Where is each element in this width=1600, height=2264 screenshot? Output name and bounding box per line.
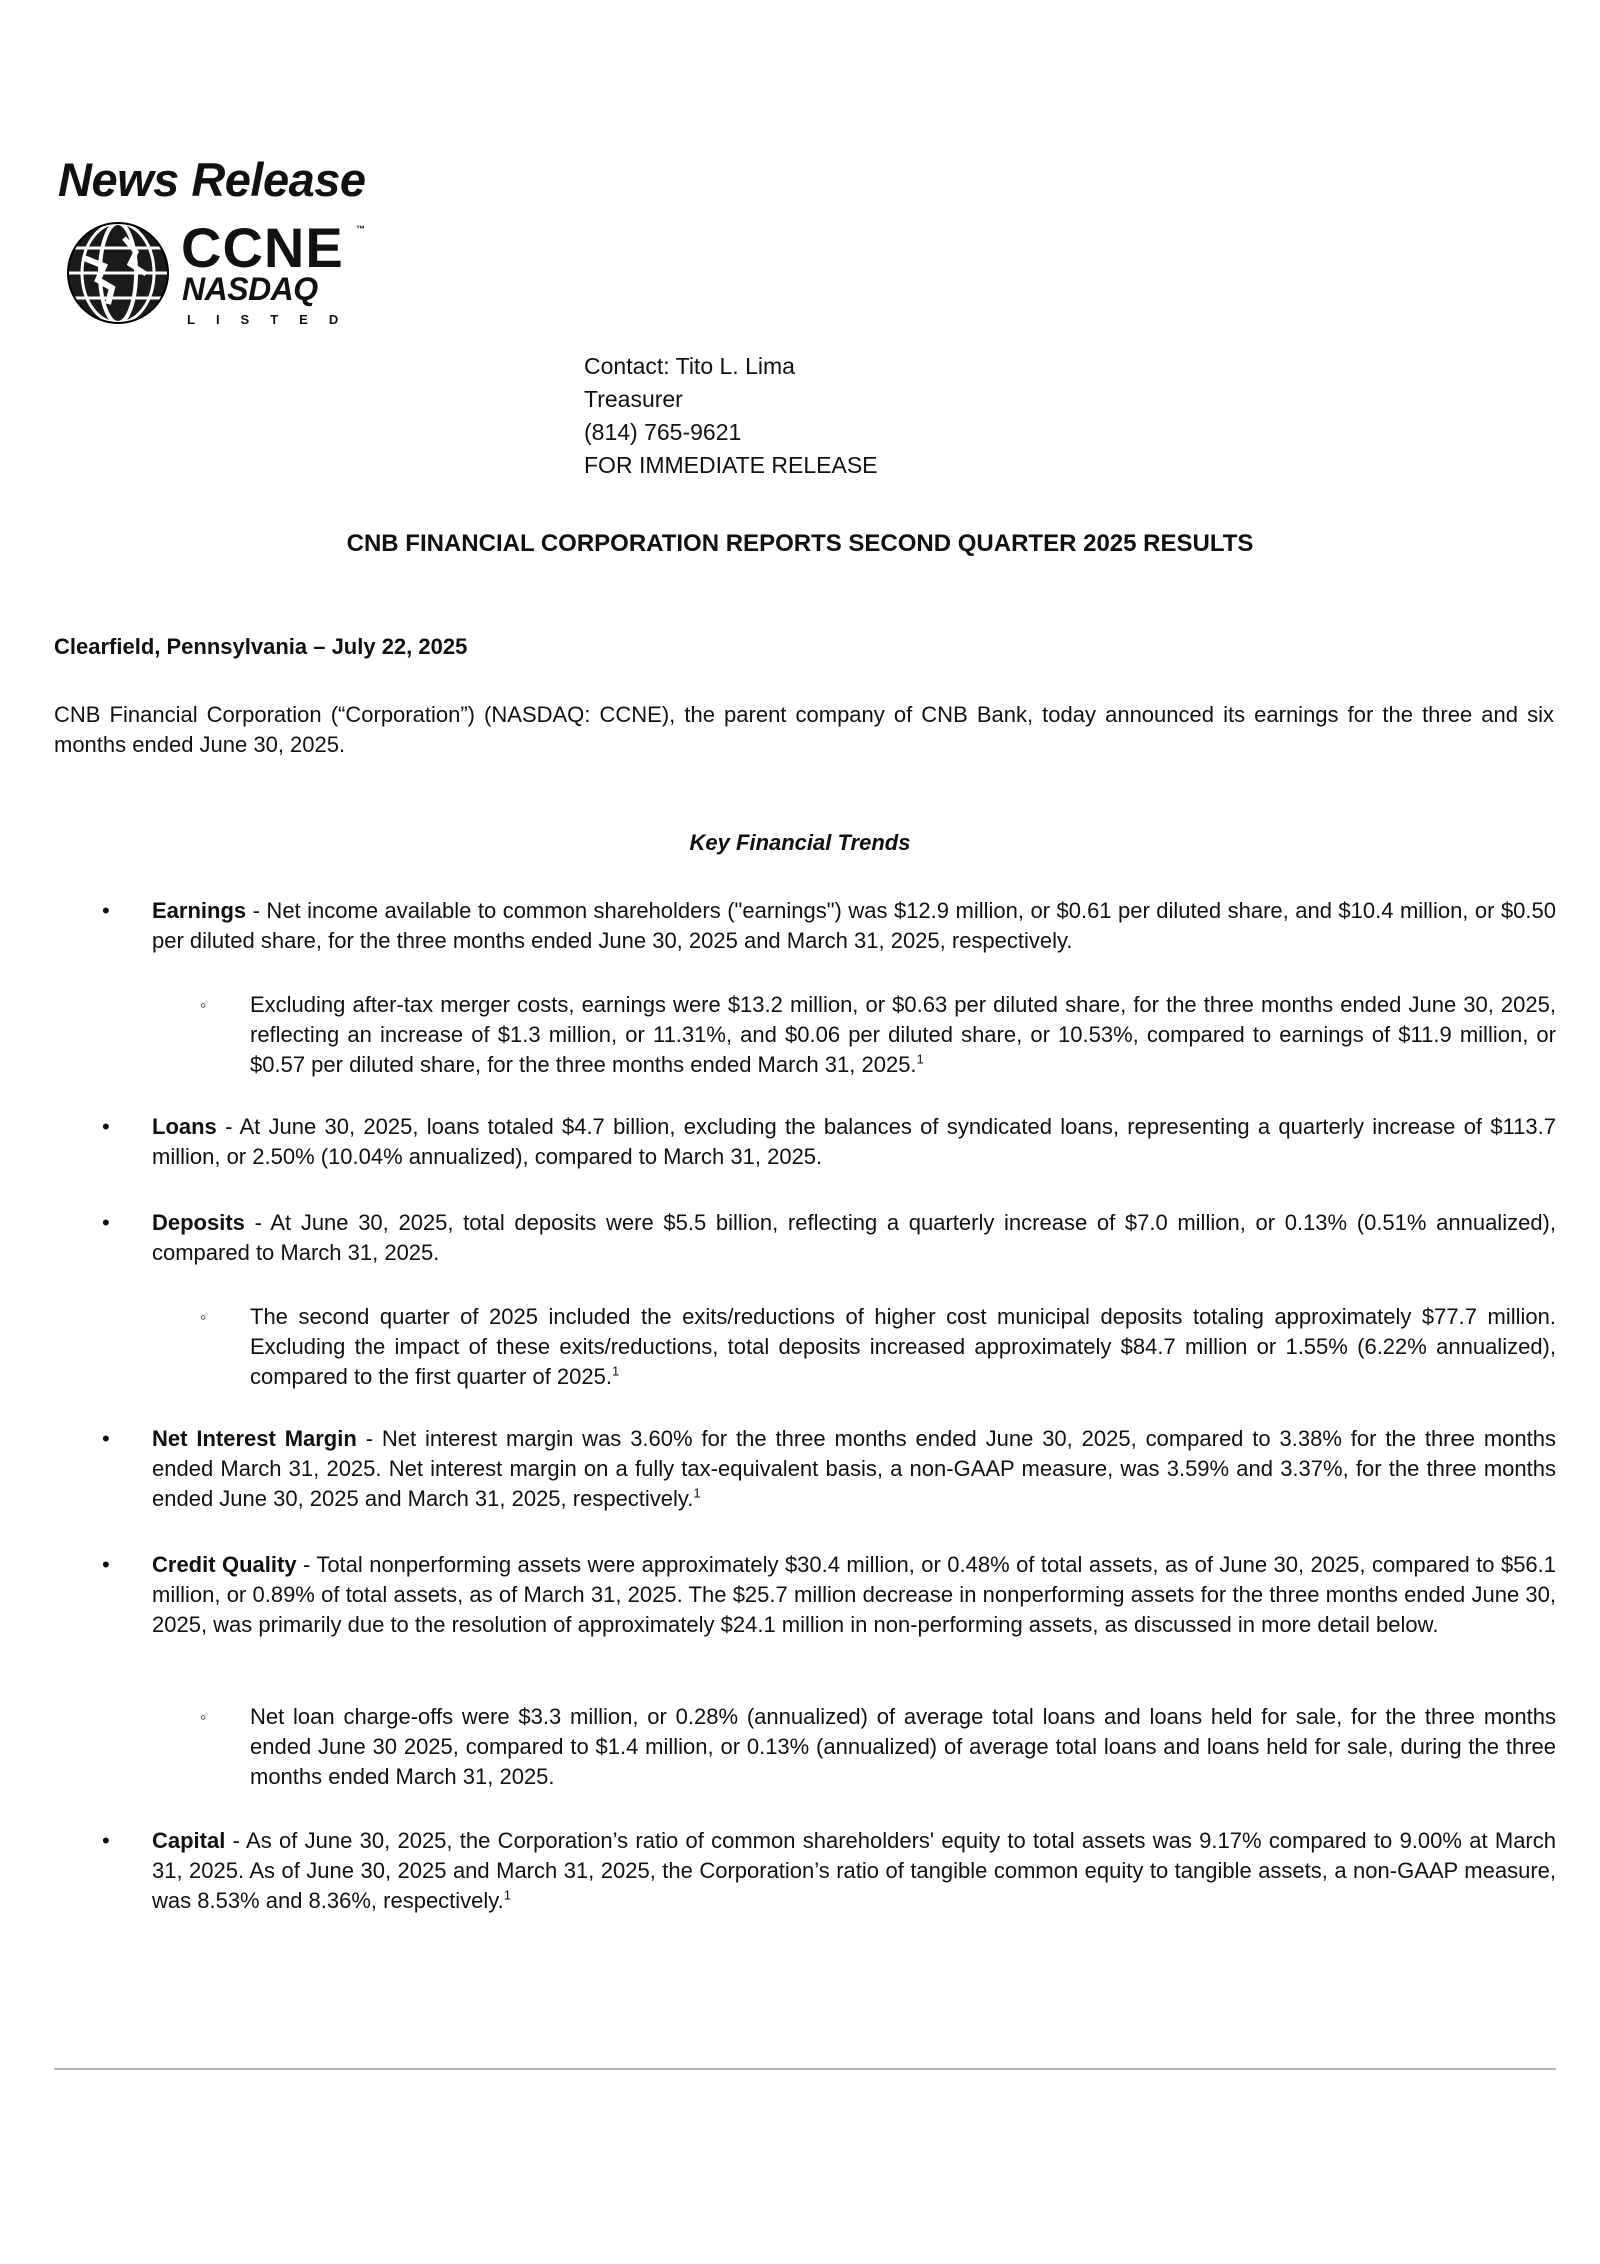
sub-bullet-marker: ◦ (200, 1707, 207, 1727)
sub-bullet-text: Excluding after-tax merger costs, earnings were $13.2 million, or $0.63 per diluted share, for the three months ended June 30, 2025, reflecting an increase of $1.3 million, or 11.31%, and $0.06 per diluted share, or 10.53%, compared to earnings of $11.9 million, or $0.57 per diluted share, for the three months ended March 31, 2025. (250, 992, 1556, 1077)
release-note: FOR IMMEDIATE RELEASE (584, 452, 878, 478)
sub-bullet-marker: ◦ (200, 995, 207, 1015)
logo-trademark: ™ (356, 224, 365, 234)
bullet-label: Loans (152, 1114, 217, 1139)
contact-block (584, 350, 878, 482)
bullet-label: Capital (152, 1828, 226, 1853)
footnote-marker: 1 (916, 1051, 924, 1067)
sub-bullet-deposits-municipal (200, 1302, 1556, 1392)
footer-divider (54, 2068, 1556, 2070)
bullet-label: Credit Quality (152, 1552, 297, 1577)
sub-bullet-earnings-excluding-merger (200, 990, 1556, 1080)
bullet-text: - As of June 30, 2025, the Corporation’s ratio of common shareholders' equity to total assets was 9.17% compared to 9.00% at March 31, 2025. As of June 30, 2025 and March 31, 2025, the Corporation’s ratio of tangible common equity to tangible assets, a non-GAAP measure, was 8.53% and 8.36%, respectively. (152, 1828, 1556, 1913)
bullet-net-interest-margin (102, 1424, 1557, 1514)
bullet-deposits (102, 1208, 1556, 1268)
bullet-capital (102, 1826, 1556, 1916)
bullet-text: - Net interest margin was 3.60% for the three months ended June 30, 2025, compared to 3.38% for the three months ended March 31, 2025. Net interest margin on a fully tax-equivalent basis, a non-GAAP measure, was 3.59% and 3.37%, for the three months ended June 30, 2025 and March 31, 2025, respectively. (152, 1426, 1557, 1511)
ccne-nasdaq-logo (64, 218, 384, 333)
bullet-marker: • (102, 1210, 110, 1235)
logo-exchange: NASDAQ (182, 271, 318, 307)
contact-name: Contact: Tito L. Lima (584, 353, 795, 379)
globe-icon (64, 218, 174, 328)
footnote-marker: 1 (611, 1363, 620, 1379)
bullet-marker: • (102, 1426, 110, 1451)
bullet-text: - At June 30, 2025, total deposits were $5.5 billion, reflecting a quarterly increase of $7.0 million, or 0.13% (0.51% annualized), compared to March 31, 2025. (152, 1210, 1556, 1265)
bullet-label: Deposits (152, 1210, 245, 1235)
sub-bullet-net-charge-offs (200, 1702, 1556, 1792)
bullet-loans (102, 1112, 1556, 1172)
section-title: Key Financial Trends (689, 830, 911, 855)
bullet-label: Earnings (152, 898, 247, 923)
bullet-marker: • (102, 1828, 110, 1853)
bullet-credit-quality (102, 1550, 1557, 1640)
logo-ticker: CCNE (181, 216, 344, 279)
bullet-marker: • (102, 1552, 110, 1577)
sub-bullet-text: The second quarter of 2025 included the exits/reductions of higher cost municipal deposits totaling approximately $77.7 million. Excluding the impact of these exits/reductions, total deposits increased approximately $84.7 million or 1.55% (6.22% annualized), compared to the first quarter of 2025. (250, 1304, 1556, 1389)
bullet-text: - At June 30, 2025, loans totaled $4.7 billion, excluding the balances of syndicated loans, representing a quarterly increase of $113.7 million, or 2.50% (10.04% annualized), compared to March 31, 2025. (152, 1114, 1556, 1169)
dateline: Clearfield, Pennsylvania – July 22, 2025 (54, 634, 468, 659)
sub-bullet-text: Net loan charge-offs were $3.3 million, or 0.28% (annualized) of average total loans and loans held for sale, for the three months ended June 30 2025, compared to $1.4 million, or 0.13% (annualized) of average total loans and loans held for sale, during the three months ended March 31, 2025. (250, 1704, 1556, 1789)
headline: CNB FINANCIAL CORPORATION REPORTS SECOND QUARTER 2025 RESULTS (346, 530, 1254, 557)
bullet-marker: • (102, 1114, 110, 1139)
page-title: News Release (58, 153, 366, 206)
intro-paragraph: CNB Financial Corporation (“Corporation”) (NASDAQ: CCNE), the parent company of CNB Bank, today announced its earnings for the three and six months ended June 30, 2025. (54, 702, 1554, 757)
contact-phone: (814) 765-9621 (584, 419, 742, 445)
contact-title: Treasurer (584, 386, 683, 412)
bullet-label: Net Interest Margin (152, 1426, 357, 1451)
footnote-marker: 1 (503, 1887, 512, 1903)
bullet-text: - Net income available to common shareholders ("earnings") was $12.9 million, or $0.61 per diluted share, and $10.4 million, or $0.50 per diluted share, for the three months ended June 30, 2025 and March 31, 2025, respectively. (152, 898, 1556, 953)
sub-bullet-marker: ◦ (200, 1307, 207, 1327)
logo-listed: LISTED (187, 312, 360, 327)
bullet-marker: • (102, 898, 110, 923)
footnote-marker: 1 (693, 1485, 701, 1501)
bullet-earnings (102, 896, 1556, 956)
bullet-text: - Total nonperforming assets were approximately $30.4 million, or 0.48% of total assets, as of June 30, 2025, compared to $56.1 million, or 0.89% of total assets, as of March 31, 2025. The $25.7 million decrease in nonperforming assets for the three months ended June 30, 2025, was primarily due to the resolution of approximately $24.1 million in non-performing assets, as discussed in more detail below. (152, 1552, 1557, 1637)
